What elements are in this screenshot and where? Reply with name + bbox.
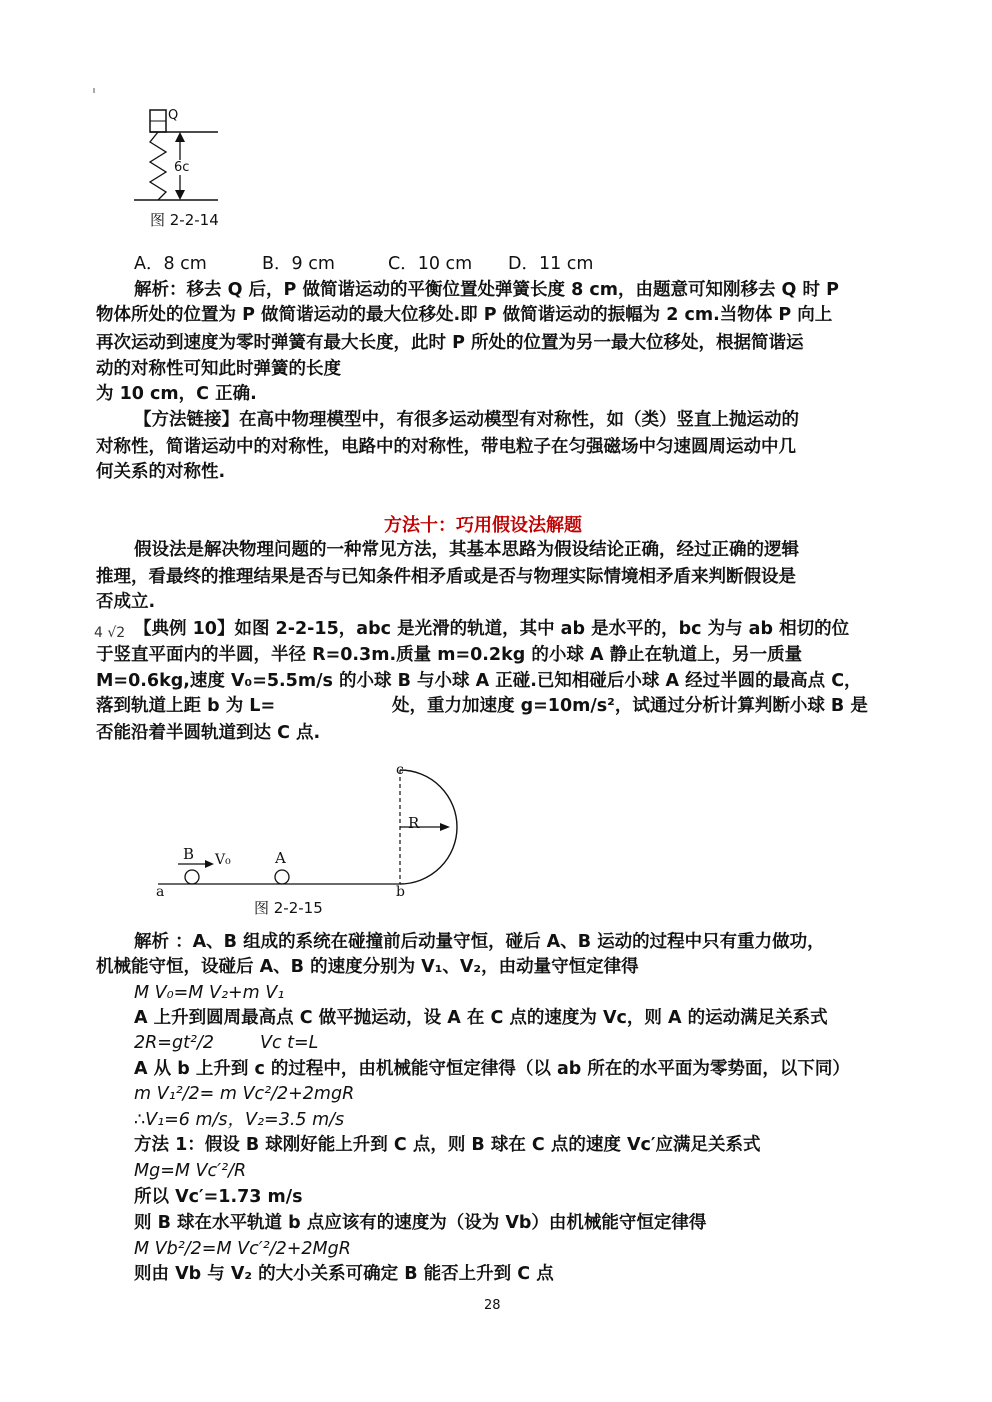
example-line1: 【典例 10】如图 2-2-15，abc 是光滑的轨道，其中 ab 是水平的，bc 为与 ab 相切的位 [134,619,850,639]
fig2-label-b: b [396,884,405,900]
solution2-line1: 解析 ：A、B 组成的系统在碰撞前后动量守恒，碰后 A、B 运动的过程中只有重力做功， [134,932,825,952]
example-line5: 否能沿着半圆轨道到达 C 点. [96,723,321,743]
method-link-line2: 对称性，简谐运动中的对称性，电路中的对称性，带电粒子在匀强磁场中匀速圆周运动中几 [96,437,796,457]
equation-1: M V₀=M V₂+m V₁ [134,983,285,1003]
equation-2a: 2R=gt²/2 [134,1033,214,1053]
fig2-label-a-ball: A [275,849,286,867]
solution2-line3: A 上升到圆周最高点 C 做平抛运动，设 A 在 C 点的速度为 Vc，则 A 的运动满足关系式 [134,1008,828,1028]
intro-line1: 假设法是解决物理问题的一种常见方法，其基本思路为假设结论正确，经过正确的逻辑 [134,540,799,560]
fig2-caption: 图 2-2-15 [254,899,323,917]
solution2-line5: 方法 1：假设 B 球刚好能上升到 C 点，则 B 球在 C 点的速度 Vc′应满足关系式 [134,1135,761,1155]
fig1-label-q: Q [168,108,179,123]
solution2-line4: A 从 b 上升到 c 的过程中，由机械能守恒定律得（以 ab 所在的水平面为零势面，以下同） [134,1059,850,1079]
equation-3: m V₁²/2= m Vc²/2+2mgR [134,1084,355,1104]
example-line4a: 落到轨道上距 b 为 L= [96,696,276,716]
solution2-line2: 机械能守恒，设碰后 A、B 的速度分别为 V₁、V₂，由动量守恒定律得 [96,957,639,977]
intro-line3: 否成立. [96,592,156,612]
method-link-line3: 何关系的对称性. [96,462,226,482]
option-a: A．8 cm [134,254,207,274]
solution2-line8: 则由 Vb 与 V₂ 的大小关系可确定 B 能否上升到 C 点 [134,1264,554,1284]
fig2-label-b-ball: B [183,845,195,863]
equation-4: ∴V₁=6 m/s，V₂=3.5 m/s [134,1110,345,1130]
option-d: D．11 cm [508,254,594,274]
solution1-line3: 再次运动到速度为零时弹簧有最大长度，此时 P 所处的位置为另一最大位移处，根据简谐运 [96,333,804,353]
fig1-caption: 图 2-2-14 [150,211,219,229]
fig2-label-r: R [408,814,420,832]
equation-2b: Vc t=L [260,1033,319,1053]
solution1-line5: 为 10 cm，C 正确. [96,384,257,404]
fig2-label-v0: V₀ [215,852,231,868]
solution1-line4: 动的对称性可知此时弹簧的长度 [96,359,341,379]
method-link-line1: 【方法链接】在高中物理模型中，有很多运动模型有对称性，如（类）竖直上抛运动的 [134,410,799,430]
equation-5: Mg=M Vc′²/R [134,1161,247,1181]
page-number: 28 [484,1298,501,1313]
example-line2: 于竖直平面内的半圆，半径 R=0.3m.质量 m=0.2kg 的小球 A 静止在轨道上，另一质量 [96,645,803,665]
example-overlay: 4 √2 [94,625,126,641]
fig2-label-c: c [396,762,404,778]
fig1-label-6c: 6c [174,160,190,175]
equation-6: M Vb²/2=M Vc′²/2+2MgR [134,1239,351,1259]
section-title: 方法十：巧用假设法解题 [384,515,582,536]
solution2-line7: 则 B 球在水平轨道 b 点应该有的速度为（设为 Vb）由机械能守恒定律得 [134,1213,707,1233]
example-line4b: 处，重力加速度 g=10m/s²，试通过分析计算判断小球 B 是 [392,696,868,716]
example-line3: M=0.6kg,速度 V₀=5.5m/s 的小球 B 与小球 A 正碰.已知相碰后小球 A 经过半圆的最高点 C， [96,671,862,691]
figure-2-2-15 [150,760,470,900]
solution1-line1: 解析：移去 Q 后，P 做简谐运动的平衡位置处弹簧长度 8 cm，由题意可知刚移去 Q 时 P [134,280,839,300]
intro-line2: 推理，看最终的推理结果是否与已知条件相矛盾或是否与物理实际情境相矛盾来判断假设是 [96,567,796,587]
solution1-line2: 物体所处的位置为 P 做简谐运动的最大位移处.即 P 做简谐运动的振幅为 2 cm.当物体 P 向上 [96,305,833,325]
fig2-label-a: a [156,884,165,900]
option-c: C．10 cm [388,254,473,274]
solution2-line6: 所以 Vc′=1.73 m/s [134,1187,303,1207]
option-b: B．9 cm [262,254,335,274]
